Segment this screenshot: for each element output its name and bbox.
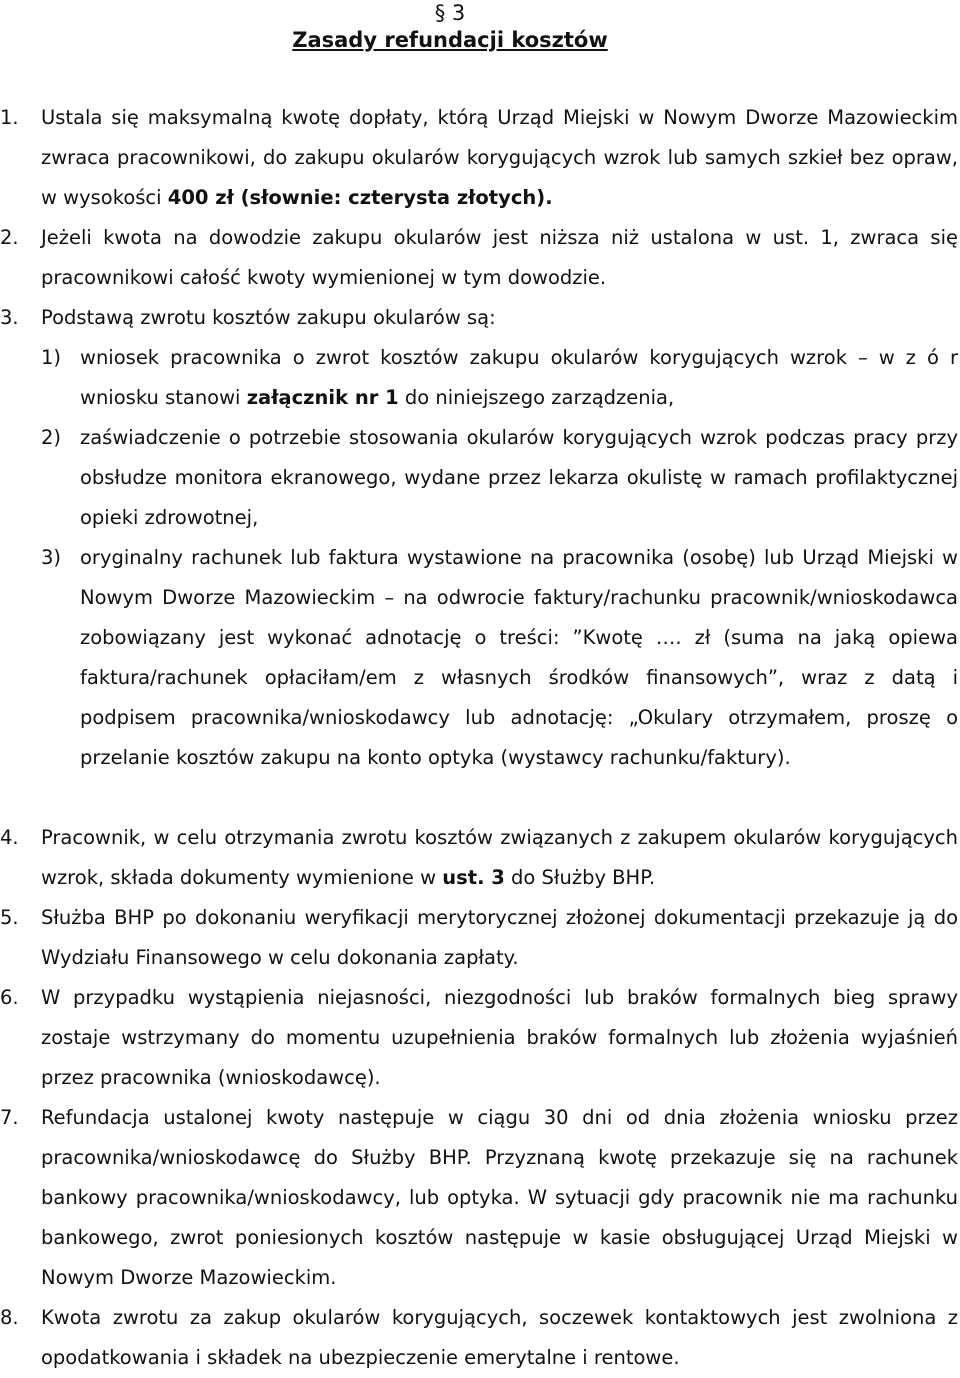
subparagraph-number: 3) — [41, 546, 62, 569]
attachment-reference: załącznik nr 1 — [246, 386, 399, 409]
subparagraph-1 — [0, 338, 958, 418]
subparagraph-text: zaświadczenie o potrzebie stosowania okularów korygujących wzrok podczas pracy przy obsłudze monitora ekranowego, wydane przez lekarza okulistę w ramach profilaktycznej opieki zdrowotnej, — [80, 426, 958, 529]
paragraph-number: 7. — [0, 1106, 19, 1129]
paragraph-5 — [0, 898, 958, 978]
paragraph-8 — [0, 1298, 958, 1378]
paragraph-7 — [0, 1098, 958, 1298]
subparagraph-text: wniosek pracownika o zwrot kosztów zakupu okularów korygujących wzrok – w z ó r wniosku stanowi załącznik nr 1 do niniejszego zarządzenia, — [80, 346, 958, 409]
paragraph-text: Refundacja ustalonej kwoty następuje w ciągu 30 dni od dnia złożenia wniosku przez pracownika/wnioskodawcę do Służby BHP. Przyznaną kwotę przekazuje się na rachunek bankowy pracownika/wnioskodawcy, lub optyka. W sytuacji gdy pracownik nie ma rachunku bankowego, zwrot poniesionych kosztów następuje w kasie obsługującej Urząd Miejski w Nowym Dworze Mazowieckim. — [41, 1106, 958, 1289]
subparagraph-number: 2) — [41, 426, 62, 449]
paragraph-text: W przypadku wystąpienia niejasności, niezgodności lub braków formalnych bieg sprawy zostaje wstrzymany do momentu uzupełnienia braków formalnych lub złożenia wyjaśnień przez pracownika (wnioskodawcę). — [41, 986, 958, 1089]
paragraph-number: 8. — [0, 1306, 19, 1329]
section-title: Zasady refundacji kosztów — [292, 28, 608, 52]
paragraph-number: 4. — [0, 826, 19, 849]
paragraph-6 — [0, 978, 958, 1098]
paragraph-number: 2. — [0, 226, 19, 249]
section-reference: ust. 3 — [442, 866, 505, 889]
paragraph-text: Kwota zwrotu za zakup okularów korygujących, soczewek kontaktowych jest zwolniona z opodatkowania i składek na ubezpieczenie emerytalne i rentowe. — [41, 1306, 958, 1369]
paragraph-text: Ustala się maksymalną kwotę dopłaty, którą Urząd Miejski w Nowym Dworze Mazowieckim zwraca pracownikowi, do zakupu okularów korygujących wzrok lub samych szkieł bez opraw, w wysokości 400 zł (słownie: czterysta złotych). — [41, 106, 958, 209]
paragraph-3 — [0, 298, 958, 338]
paragraph-number: 5. — [0, 906, 19, 929]
paragraph-text: Podstawą zwrotu kosztów zakupu okularów są: — [41, 306, 496, 329]
paragraph-4 — [0, 818, 958, 898]
subparagraph-3 — [0, 538, 958, 778]
amount-emphasis: 400 zł (słownie: czterysta złotych). — [167, 186, 553, 209]
section-number: § 3 — [434, 1, 466, 25]
paragraph-1 — [0, 98, 958, 218]
paragraph-text: Pracownik, w celu otrzymania zwrotu kosztów związanych z zakupem okularów korygujących wzrok, składa dokumenty wymienione w ust. 3 do Służby BHP. — [41, 826, 958, 889]
subparagraph-2 — [0, 418, 958, 538]
paragraph-number: 6. — [0, 986, 19, 1009]
paragraph-number: 3. — [0, 306, 19, 329]
subparagraph-number: 1) — [41, 346, 62, 369]
paragraph-number: 1. — [0, 106, 19, 129]
paragraph-text: Jeżeli kwota na dowodzie zakupu okularów jest niższa niż ustalona w ust. 1, zwraca się pracownikowi całość kwoty wymienionej w tym dowodzie. — [41, 226, 958, 289]
paragraph-text: Służba BHP po dokonaniu weryfikacji merytorycznej złożonej dokumentacji przekazuje ją do Wydziału Finansowego w celu dokonania zapłaty. — [41, 906, 958, 969]
subparagraph-text: oryginalny rachunek lub faktura wystawione na pracownika (osobę) lub Urząd Miejski w Nowym Dworze Mazowieckim – na odwrocie faktury/rachunku pracownik/wnioskodawca zobowiązany jest wykonać adnotację o treści: ”Kwotę …. zł (suma na jaką opiewa faktura/rachunek opłaciłam/em z własnych środków finansowych”, wraz z datą i podpisem pracownika/wnioskodawcy lub adnotację: „Okulary otrzymałem, proszę o przelanie kosztów zakupu na konto optyka (wystawcy rachunku/faktury). — [80, 546, 958, 769]
paragraph-2 — [0, 218, 958, 298]
